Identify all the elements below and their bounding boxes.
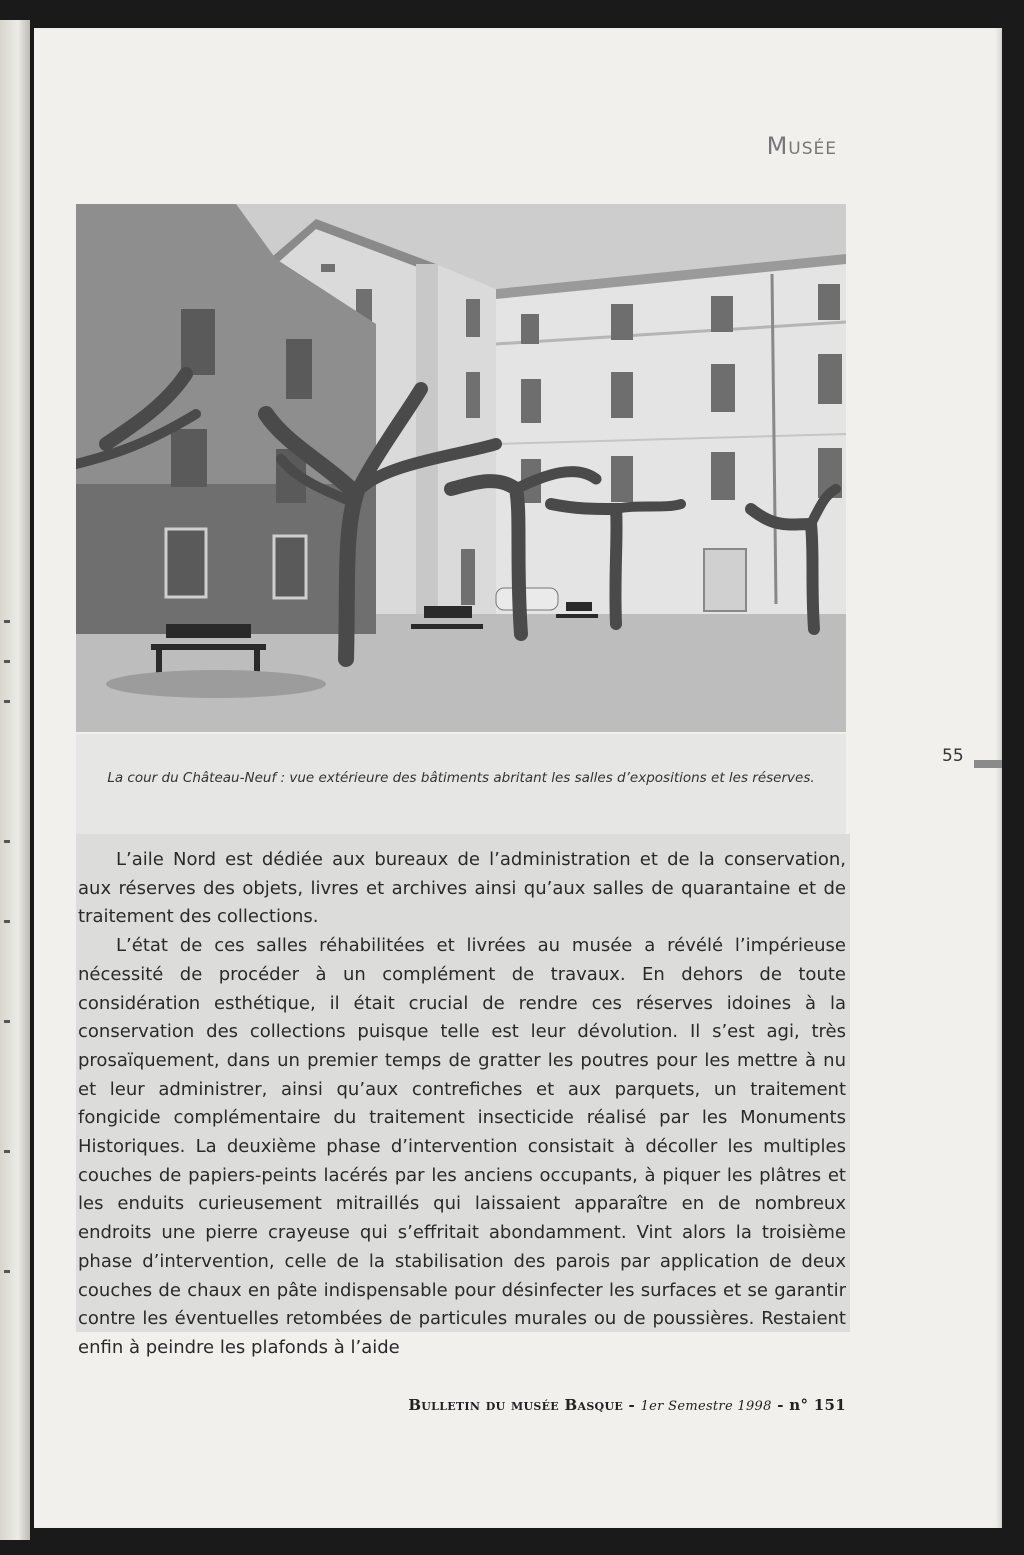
running-footer [408,1396,846,1414]
adjacent-page-edge [0,20,30,1540]
edge-mark [4,840,10,843]
caption-background [76,734,846,838]
edge-mark [4,620,10,623]
courtyard-photo-icon [76,204,846,732]
issue-number: n° 151 [789,1396,846,1414]
issue-date: 1er Semestre 1998 [640,1399,772,1414]
document-page [34,28,1002,1528]
page-number-marker [974,760,1002,768]
footer-separator: - [623,1396,641,1414]
edge-mark [4,1270,10,1273]
article-body [78,846,846,1363]
page-number: 55 [942,746,964,766]
edge-mark [4,660,10,663]
journal-name: Bulletin du musée Basque [408,1396,624,1414]
edge-mark [4,920,10,923]
courtyard-photo [76,204,846,732]
photo-caption: La cour du Château-Neuf : vue extérieure des bâtiments abritant les salles d’expositions et les réserves. [107,770,815,786]
edge-mark [4,1150,10,1153]
section-title: Musée [766,132,837,160]
paragraph: L’aile Nord est dédiée aux bureaux de l’administration et de la conservation, aux réserves des objets, livres et archives ainsi qu’aux salles de quarantaine et de traitement des collections. [78,849,846,928]
paragraph: L’état de ces salles réhabilitées et livrées au musée a révélé l’impérieuse nécessité de procéder à un complément de travaux. En dehors de toute considération esthétique, il était crucial de rendre ces réserves idoines à la conservation des collections puisque telle est leur dévolution. Il s’est agi, très prosaïquement, dans un premier temps de gratter les poutres pour les mettre à nu et leur administrer, ainsi qu’aux contrefiches et aux parquets, un traitement fongicide complémentaire du traitement insecticide réalisé par les Monuments Historiques. La deuxième phase d’intervention consistait à décoller les multiples couches de papiers-peints lacérés par les anciens occupants, à piquer les plâtres et les enduits curieusement mitraillés qui laissaient apparaître en de nombreux endroits une pierre crayeuse qui s’effritait abondamment. Vint alors la troisième phase d’intervention, celle de la stabilisation des parois par application de deux couches de chaux en pâte indispensable pour désinfecter les surfaces et se garantir contre les éventuelles retombées de particules murales ou de poussières. Restaient enfin à peindre les plafonds à l’aide [78,935,846,1358]
edge-mark [4,700,10,703]
footer-separator: - [771,1396,790,1414]
edge-mark [4,1020,10,1023]
